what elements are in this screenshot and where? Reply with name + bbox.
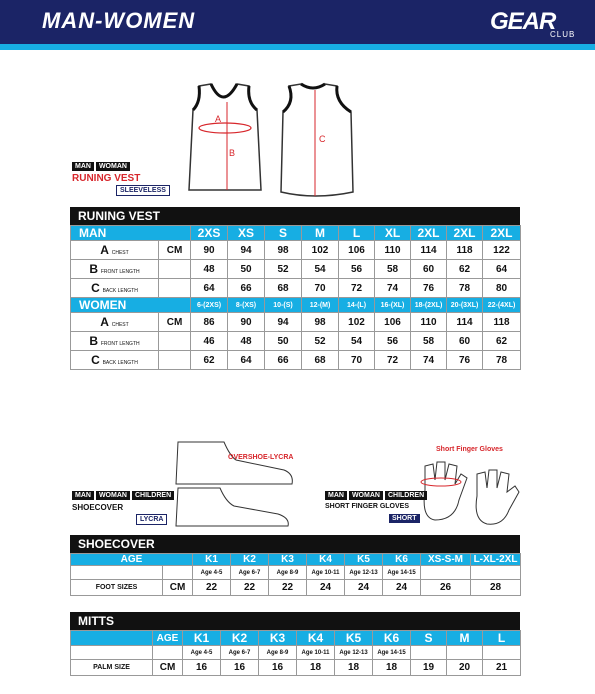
value-cell: 106 [339, 241, 375, 260]
age-cell: Age 4-5 [193, 566, 231, 580]
size-cell: XS [228, 226, 265, 241]
size-cell: K4 [297, 631, 335, 646]
value-cell: 78 [447, 279, 483, 298]
age-cell: Age 14-15 [383, 566, 421, 580]
size-cell: K2 [231, 554, 269, 566]
brand-logo: GEAR [490, 8, 556, 35]
size-cell: 14-(L) [339, 298, 375, 313]
man-label: MAN [71, 226, 191, 241]
value-cell: 16 [183, 660, 221, 676]
size-cell: K3 [269, 554, 307, 566]
age-header: AGE [153, 631, 183, 646]
gloves-section-title: SHORT FINGER GLOVES [325, 503, 410, 510]
size-cell: K3 [259, 631, 297, 646]
size-cell: L [483, 631, 521, 646]
value-cell: 118 [447, 241, 483, 260]
tag-sleeveless: SLEEVELESS [116, 185, 170, 196]
value-cell: 110 [375, 241, 411, 260]
value-cell: 70 [302, 279, 339, 298]
vest-section-title: RUNING VEST [72, 173, 141, 184]
women-size-header-row [71, 298, 521, 313]
age-cell: Age 4-5 [183, 646, 221, 660]
size-cell: K5 [345, 554, 383, 566]
gloves-style-tag-wrap [389, 514, 420, 523]
value-cell: 21 [483, 660, 521, 676]
value-cell: 22 [231, 580, 269, 596]
size-cell: K2 [221, 631, 259, 646]
age-cell: Age 14-15 [373, 646, 411, 660]
table-row [71, 660, 521, 676]
size-cell: M [302, 226, 339, 241]
unit-cell [159, 332, 191, 351]
value-cell: 98 [302, 313, 339, 332]
value-cell: 122 [483, 241, 521, 260]
value-cell: 62 [447, 260, 483, 279]
gloves-product-label: Short Finger Gloves [436, 446, 503, 453]
mitts-size-header-row [71, 631, 521, 646]
measure-label: B FRONT LENGTH [71, 332, 159, 351]
value-cell: 72 [375, 351, 411, 370]
value-cell: 56 [339, 260, 375, 279]
page-header [0, 0, 595, 44]
value-cell: 16 [259, 660, 297, 676]
empty-cell [153, 646, 183, 660]
value-cell: 22 [269, 580, 307, 596]
value-cell: 110 [411, 313, 447, 332]
empty-cell [71, 566, 163, 580]
value-cell: 74 [411, 351, 447, 370]
value-cell: 62 [191, 351, 228, 370]
mitts-table-title: MITTS [70, 612, 520, 630]
value-cell: 114 [411, 241, 447, 260]
unit-cell: CM [159, 241, 191, 260]
mitts-size-table [70, 630, 521, 676]
overshoe-product-label: OVERSHOE-LYCRA [228, 454, 294, 461]
age-cell [447, 646, 483, 660]
value-cell: 58 [375, 260, 411, 279]
measure-label: C BACK LENGTH [71, 351, 159, 370]
value-cell: 90 [191, 241, 228, 260]
value-cell: 52 [265, 260, 302, 279]
age-cell: Age 10-11 [307, 566, 345, 580]
shoe-tags [72, 491, 174, 500]
value-cell: 102 [339, 313, 375, 332]
size-cell: 18-(2XL) [411, 298, 447, 313]
unit-cell: CM [153, 660, 183, 676]
age-cell: Age 8-9 [269, 566, 307, 580]
shoe-style-tag-wrap [136, 514, 167, 525]
vest-label-c: C [319, 134, 326, 144]
value-cell: 74 [375, 279, 411, 298]
women-label: WOMEN [71, 298, 191, 313]
size-cell: K1 [193, 554, 231, 566]
tag-man: MAN [72, 491, 94, 500]
vest-style-tag-wrap [116, 185, 170, 196]
size-cell: K1 [183, 631, 221, 646]
shoe-size-table [70, 553, 521, 596]
age-cell: Age 10-11 [297, 646, 335, 660]
value-cell: 24 [383, 580, 421, 596]
age-cell [411, 646, 447, 660]
unit-cell: CM [163, 580, 193, 596]
tag-short: SHORT [389, 514, 420, 523]
value-cell: 102 [302, 241, 339, 260]
tag-lycra: LYCRA [136, 514, 167, 525]
size-cell: 2XL [483, 226, 521, 241]
age-cell: Age 8-9 [259, 646, 297, 660]
tag-woman: WOMAN [96, 491, 130, 500]
value-cell: 66 [228, 279, 265, 298]
value-cell: 66 [265, 351, 302, 370]
header-stripe [0, 44, 595, 50]
tag-man: MAN [325, 491, 347, 500]
value-cell: 28 [471, 580, 521, 596]
value-cell: 94 [228, 241, 265, 260]
value-cell: 24 [307, 580, 345, 596]
tag-woman: WOMAN [349, 491, 383, 500]
value-cell: 18 [335, 660, 373, 676]
value-cell: 86 [191, 313, 228, 332]
size-cell: K4 [307, 554, 345, 566]
value-cell: 48 [228, 332, 265, 351]
size-cell: 2XL [411, 226, 447, 241]
value-cell: 26 [421, 580, 471, 596]
size-cell: L-XL-2XL [471, 554, 521, 566]
size-cell: 20-(3XL) [447, 298, 483, 313]
age-cell [421, 566, 471, 580]
size-cell: L [339, 226, 375, 241]
size-cell: K6 [373, 631, 411, 646]
unit-cell [159, 279, 191, 298]
value-cell: 64 [483, 260, 521, 279]
value-cell: 60 [411, 260, 447, 279]
size-cell: 8-(XS) [228, 298, 265, 313]
value-cell: 50 [228, 260, 265, 279]
age-header: AGE [71, 554, 193, 566]
value-cell: 16 [221, 660, 259, 676]
table-row [71, 351, 521, 370]
vest-table-title: RUNING VEST [70, 207, 520, 225]
value-cell: 106 [375, 313, 411, 332]
value-cell: 118 [483, 313, 521, 332]
shoe-size-header-row [71, 554, 521, 566]
shoe-section-title: SHOECOVER [72, 503, 124, 512]
size-cell: XL [375, 226, 411, 241]
value-cell: 98 [265, 241, 302, 260]
vest-illustration [185, 82, 365, 202]
size-cell: 22-(4XL) [483, 298, 521, 313]
vest-tags [72, 162, 130, 171]
unit-cell [159, 260, 191, 279]
row-label: PALM SIZE [71, 660, 153, 676]
empty-cell [71, 631, 153, 646]
table-row [71, 241, 521, 260]
table-row [71, 313, 521, 332]
size-cell: 2XL [447, 226, 483, 241]
value-cell: 56 [375, 332, 411, 351]
gloves-tags [325, 491, 427, 500]
row-label: FOOT SIZES [71, 580, 163, 596]
value-cell: 64 [191, 279, 228, 298]
value-cell: 94 [265, 313, 302, 332]
size-cell: S [411, 631, 447, 646]
value-cell: 58 [411, 332, 447, 351]
man-size-header-row [71, 226, 521, 241]
size-cell: 6-(2XS) [191, 298, 228, 313]
value-cell: 48 [191, 260, 228, 279]
age-cell: Age 6-7 [231, 566, 269, 580]
value-cell: 24 [345, 580, 383, 596]
value-cell: 68 [302, 351, 339, 370]
value-cell: 60 [447, 332, 483, 351]
empty-cell [163, 566, 193, 580]
table-row [71, 279, 521, 298]
size-cell: K5 [335, 631, 373, 646]
age-cell: Age 12-13 [335, 646, 373, 660]
value-cell: 62 [483, 332, 521, 351]
value-cell: 18 [297, 660, 335, 676]
value-cell: 78 [483, 351, 521, 370]
size-cell: 10-(S) [265, 298, 302, 313]
size-cell: 16-(XL) [375, 298, 411, 313]
value-cell: 46 [191, 332, 228, 351]
gloves-illustration [415, 460, 525, 530]
size-cell: 2XS [191, 226, 228, 241]
brand-logo-sub: CLUB [550, 30, 576, 39]
tag-children: CHILDREN [132, 491, 174, 500]
value-cell: 72 [339, 279, 375, 298]
size-cell: M [447, 631, 483, 646]
measure-label: C BACK LENGTH [71, 279, 159, 298]
value-cell: 90 [228, 313, 265, 332]
age-row [71, 566, 521, 580]
measure-label: B FRONT LENGTH [71, 260, 159, 279]
vest-label-a: A [215, 114, 222, 124]
age-cell: Age 6-7 [221, 646, 259, 660]
tag-children: CHILDREN [385, 491, 427, 500]
vest-label-b: B [229, 148, 236, 158]
value-cell: 52 [302, 332, 339, 351]
unit-cell [159, 351, 191, 370]
age-cell: Age 12-13 [345, 566, 383, 580]
value-cell: 80 [483, 279, 521, 298]
page-title: MAN-WOMEN [42, 8, 196, 33]
empty-cell [71, 646, 153, 660]
size-cell: S [265, 226, 302, 241]
value-cell: 114 [447, 313, 483, 332]
unit-cell: CM [159, 313, 191, 332]
age-cell [483, 646, 521, 660]
size-cell: XS-S-M [421, 554, 471, 566]
vest-size-table [70, 225, 521, 370]
value-cell: 76 [411, 279, 447, 298]
value-cell: 20 [447, 660, 483, 676]
value-cell: 19 [411, 660, 447, 676]
value-cell: 50 [265, 332, 302, 351]
size-cell: K6 [383, 554, 421, 566]
value-cell: 54 [302, 260, 339, 279]
value-cell: 68 [265, 279, 302, 298]
table-row [71, 580, 521, 596]
tag-man: MAN [72, 162, 94, 171]
age-row [71, 646, 521, 660]
measure-label: A CHEST [71, 241, 159, 260]
age-cell [471, 566, 521, 580]
value-cell: 18 [373, 660, 411, 676]
value-cell: 76 [447, 351, 483, 370]
value-cell: 54 [339, 332, 375, 351]
table-row [71, 260, 521, 279]
tag-woman: WOMAN [96, 162, 130, 171]
value-cell: 22 [193, 580, 231, 596]
value-cell: 64 [228, 351, 265, 370]
measure-label: A CHEST [71, 313, 159, 332]
table-row [71, 332, 521, 351]
size-cell: 12-(M) [302, 298, 339, 313]
value-cell: 70 [339, 351, 375, 370]
shoe-table-title: SHOECOVER [70, 535, 520, 553]
